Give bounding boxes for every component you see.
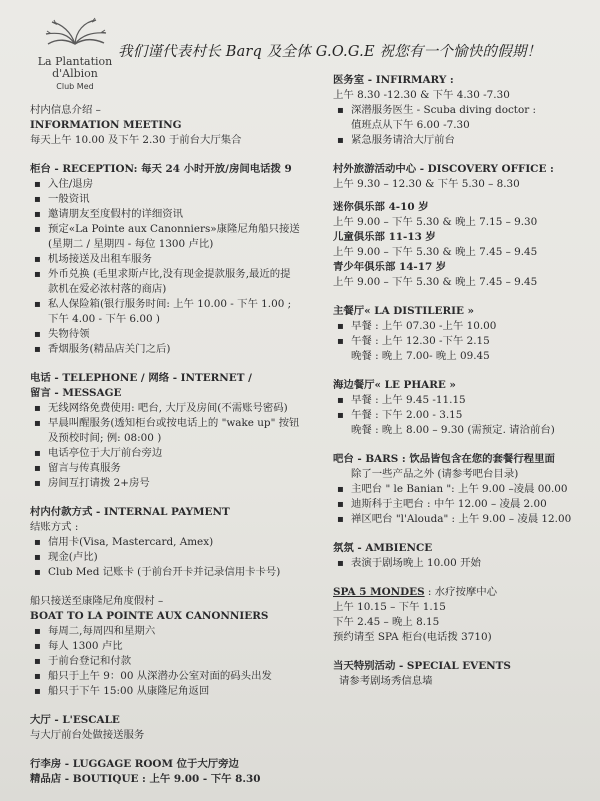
club-med-logo xyxy=(30,14,120,94)
palm-tree-icon xyxy=(38,14,112,48)
list-item: ▪ 留言与传真服务 xyxy=(30,461,310,476)
info-title: INFORMATION MEETING xyxy=(30,119,182,131)
info-title-cn: 村内信息介绍 – xyxy=(30,104,101,116)
list-item: ▪ 主吧台 " le Banian ": 上午 9.00 –凌晨 00.00 xyxy=(333,482,593,497)
list-item: ▪ 于前台登记和付款 xyxy=(30,654,310,669)
list-item: ▪ 外币兑换 (毛里求斯卢比,没有现金提款服务,最近的提 xyxy=(30,267,310,282)
mini-club-title: 迷你俱乐部 4-10 岁 xyxy=(333,201,429,213)
list-item: ▪ 机场接送及出租车服务 xyxy=(30,252,310,267)
list-item: ▪ 入住/退房 xyxy=(30,177,310,192)
discovery-title: 村外旅游活动中心 - DISCOVERY OFFICE : xyxy=(333,163,554,175)
list-item-cont: 值班点从下午 6.00 -7.30 xyxy=(351,119,470,131)
message-title: 留言 - MESSAGE xyxy=(30,387,122,399)
bars-title: 吧台 - BARS : 饮品皆包含在您的套餐行程里面 xyxy=(333,453,555,465)
ambience-title: 氛氛 - AMBIENCE xyxy=(333,542,433,554)
list-item: ▪ 每人 1300 卢比 xyxy=(30,639,310,654)
list-item: ▪ 信用卡(Visa, Mastercard, Amex) xyxy=(30,535,310,550)
list-item: ▪ 迪斯科于主吧台 : 中午 12.00 – 凌晨 2.00 xyxy=(333,497,593,512)
list-item: ▪ 午餐 : 上午 12.30 -下午 2.15 xyxy=(333,334,593,349)
list-item-cont: 及预校时间; 例: 08:00 ) xyxy=(48,432,162,444)
reception-title: 柜台 - RECEPTION: 每天 24 小时开放/房间电话拨 9 xyxy=(30,163,292,175)
teen-club-hours: 上午 9.00 – 下午 5.30 & 晚上 7.45 – 9.45 xyxy=(333,276,538,288)
list-item-cont: (星期二 / 星期四 - 每位 1300 卢比) xyxy=(48,238,214,250)
escale-text: 与大厅前台处做接送服务 xyxy=(30,729,145,741)
list-item: ▪ 无线网络免费使用: 吧台, 大厅及房间(不需账号密码) xyxy=(30,401,310,416)
list-item: ▪ 香烟服务(精品店关门之后) xyxy=(30,342,310,357)
list-item: ▪ 船只于上午 9：00 从深潜办公室对面的码头出发 xyxy=(30,669,310,684)
telephone-title: 电话 - TELEPHONE / 网络 - INTERNET / xyxy=(30,372,252,384)
list-item: ▪ 表演于剧场晚上 10.00 开始 xyxy=(333,556,593,571)
list-item: ▪ 早餐 : 上午 07.30 -上午 10.00 xyxy=(333,319,593,334)
payment-sub: 结账方式 : xyxy=(30,521,79,533)
kids-club-hours: 上午 9.00 – 下午 5.30 & 晚上 7.45 – 9.45 xyxy=(333,246,538,258)
list-item: ▪ 紧急服务请洽大厅前台 xyxy=(333,133,593,148)
list-item: ▪ 午餐 : 下午 2.00 - 3.15 xyxy=(333,408,593,423)
boat-title-cn: 船只接送至康隆尼角度假村 – xyxy=(30,595,164,607)
list-item: ▪ 深潜服务医生 - Scuba diving doctor : xyxy=(333,103,593,118)
escale-title: 大厅 - L'ESCALE xyxy=(30,714,120,726)
list-item: ▪ 一般资讯 xyxy=(30,192,310,207)
logo-line-2: d'Albion xyxy=(52,67,98,80)
list-item: ▪ 早晨叫醒服务(透知柜台或按电话上的 "wake up" 按钮 xyxy=(30,416,310,431)
right-column xyxy=(333,73,593,689)
spa-title: SPA 5 MONDES xyxy=(333,586,425,598)
discovery-hours: 上午 9.30 – 12.30 & 下午 5.30 – 8.30 xyxy=(333,178,520,190)
events-title: 当天特别活动 - SPECIAL EVENTS xyxy=(333,660,511,672)
list-item: ▪ 早餐 : 上午 9.45 -11.15 xyxy=(333,393,593,408)
list-item: ▪ 邀请朋友至度假村的详细资讯 xyxy=(30,207,310,222)
bars-sub: 除了一些产品之外 (请参考吧台目录) xyxy=(351,468,519,480)
events-text: 请参考剧场秀信息墙 xyxy=(339,675,433,687)
list-item: ▪ Club Med 记账卡 (于前台开卡并记录信用卡卡号) xyxy=(30,565,310,580)
teen-club-title: 青少年俱乐部 14-17 岁 xyxy=(333,261,447,273)
infirmary-hours: 上午 8.30 -12.30 & 下午 4.30 -7.30 xyxy=(333,89,510,101)
logo-line-3: Club Med xyxy=(56,82,94,91)
list-item: ▪ 私人保险箱(银行服务时间: 上午 10.00 - 下午 1.00 ; xyxy=(30,297,310,312)
list-item: ▪ 失物待领 xyxy=(30,327,310,342)
welcome-headline: 我们谨代表村长 Barq 及全体 G.O.G.E 祝您有一个愉快的假期！ xyxy=(118,44,542,60)
list-item: 晚餐 : 晚上 7.00- 晚上 09.45 xyxy=(351,350,490,362)
logo-line-1: La Plantation xyxy=(37,55,113,68)
info-time: 每天上午 10.00 及下午 2.30 于前台大厅集合 xyxy=(30,134,242,146)
luggage-room: 行李房 - LUGGAGE ROOM 位于大厅旁边 xyxy=(30,758,239,770)
spa-hours-2: 下午 2.45 – 晚上 8.15 xyxy=(333,616,440,628)
spa-title-rest: : 水疗按摩中心 xyxy=(424,586,498,598)
boutique: 精品店 - BOUTIQUE : 上午 9.00 - 下午 8.30 xyxy=(30,773,261,785)
mini-club-hours: 上午 9.00 – 下午 5.30 & 晚上 7.15 – 9.30 xyxy=(333,216,538,228)
list-item: ▪ 预定«La Pointe aux Canonniers»康隆尼角船只接送 xyxy=(30,222,310,237)
boat-title: BOAT TO LA POINTE AUX CANONNIERS xyxy=(30,610,269,622)
left-column xyxy=(30,103,310,787)
spa-booking: 预约请至 SPA 柜台(电话拨 3710) xyxy=(333,631,492,643)
list-item: ▪ 现金(卢比) xyxy=(30,550,310,565)
list-item: ▪ 禅区吧台 "l'Alouda" : 上午 9.00 – 凌晨 12.00 xyxy=(333,512,593,527)
distilerie-title: 主餐厅« LA DISTILERIE » xyxy=(333,305,474,317)
phare-title: 海边餐厅« LE PHARE » xyxy=(333,379,456,391)
spa-hours-1: 上午 10.15 – 下午 1.15 xyxy=(333,601,446,613)
payment-title: 村内付款方式 - INTERNAL PAYMENT xyxy=(30,506,230,518)
list-item: 晚餐 : 晚上 8.00 – 9.30 (需预定. 请洽前台) xyxy=(351,424,555,436)
list-item: ▪ 船只于下午 15:00 从康隆尼角返回 xyxy=(30,684,310,699)
list-item: ▪ 每周二,每周四和星期六 xyxy=(30,624,310,639)
list-item: ▪ 电话亭位于大厅前台旁边 xyxy=(30,446,310,461)
kids-club-title: 儿童俱乐部 11-13 岁 xyxy=(333,231,436,243)
list-item-cont: 款机在爱必浓村落的商店) xyxy=(48,283,167,295)
list-item: ▪ 房间互打请拨 2+房号 xyxy=(30,476,310,491)
list-item-cont: 下午 4.00 - 下午 6.00 ) xyxy=(48,313,160,325)
infirmary-title: 医务室 - INFIRMARY : xyxy=(333,74,454,86)
